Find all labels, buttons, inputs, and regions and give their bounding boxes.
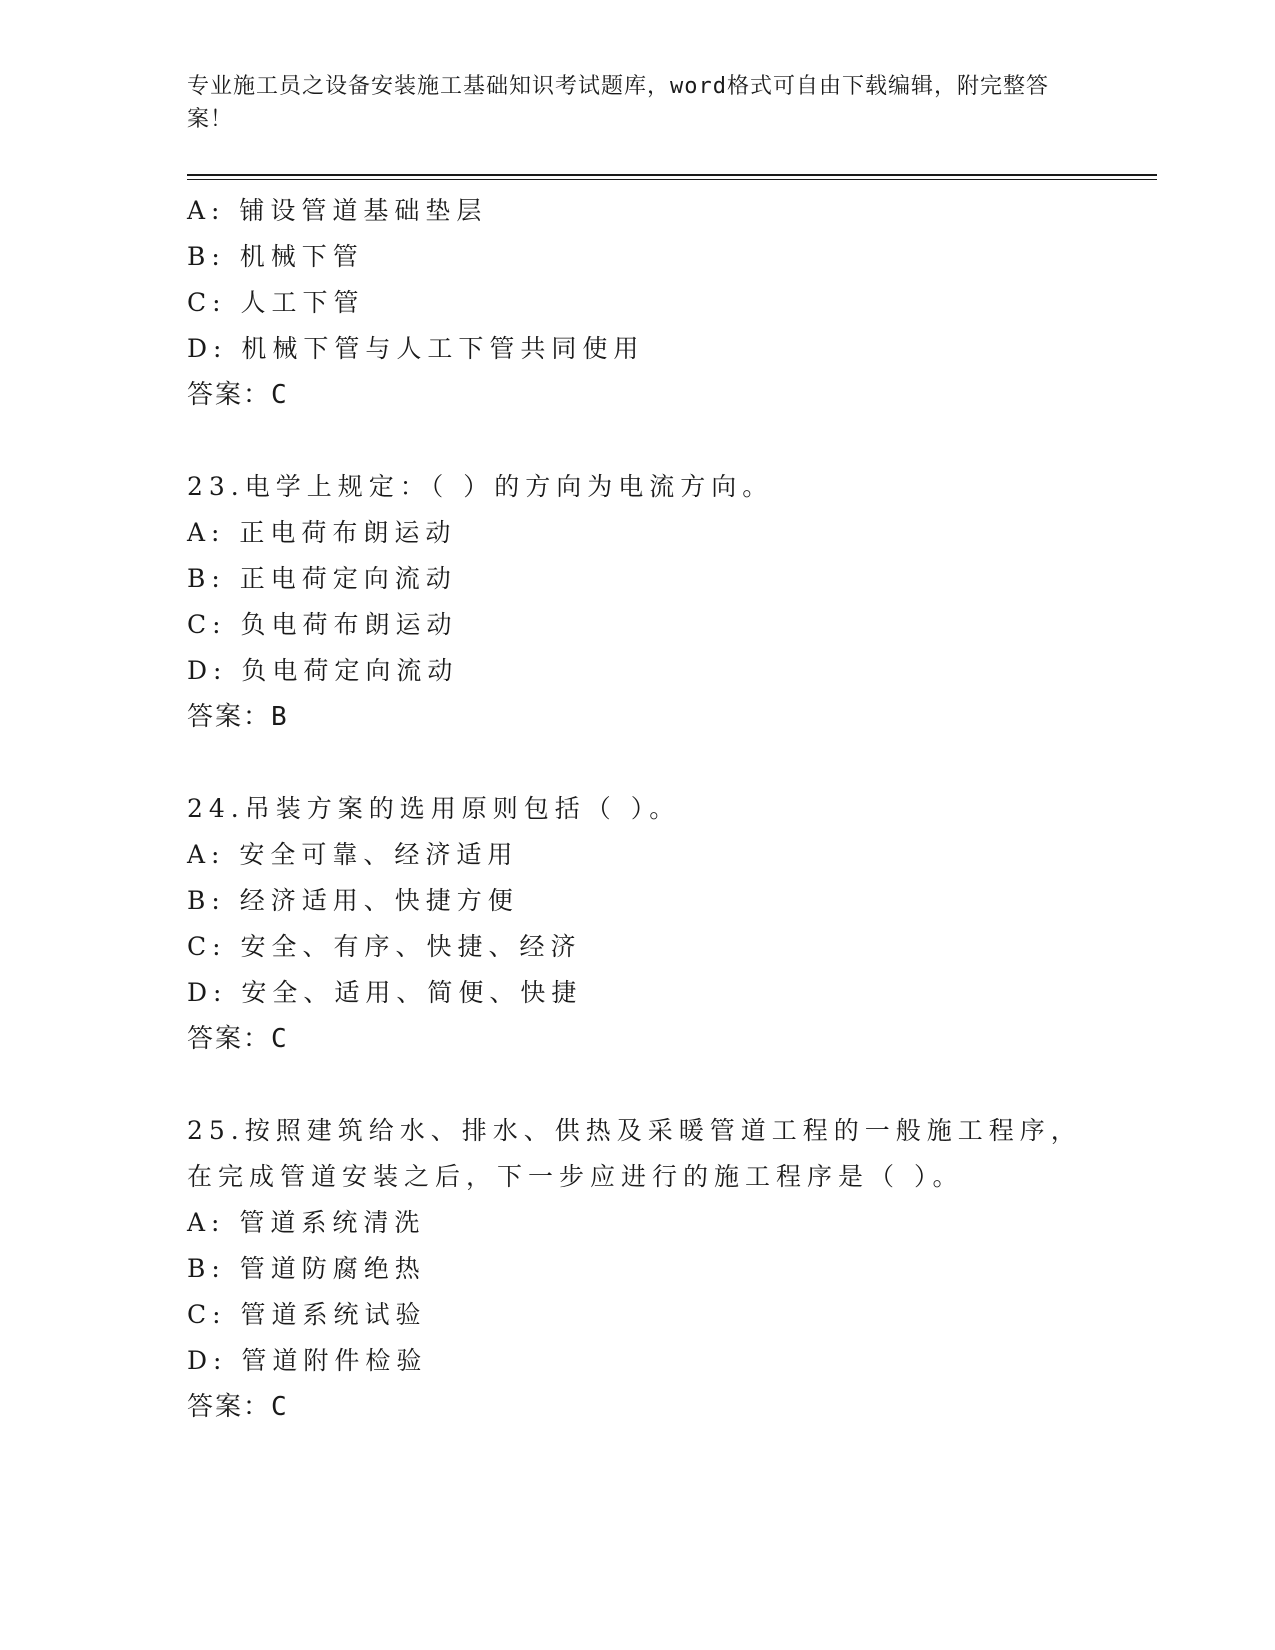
- q25-option-b: B: 管道防腐绝热: [187, 1254, 426, 1283]
- q23-option-c: C: 负电荷布朗运动: [187, 610, 458, 639]
- question-24-block: [187, 786, 1157, 1062]
- q22-answer: 答案：C: [187, 380, 289, 410]
- q25-answer: 答案：C: [187, 1392, 289, 1422]
- header-divider: [187, 174, 1157, 180]
- q24-option-a: A: 安全可靠、经济适用: [187, 840, 519, 869]
- q22-option-a: A: 铺设管道基础垫层: [187, 196, 488, 225]
- q25-option-a: A: 管道系统清洗: [187, 1208, 426, 1237]
- q25-option-d: D: 管道附件检验: [187, 1346, 428, 1375]
- q22-option-b: B: 机械下管: [187, 242, 364, 271]
- q23-stem: 23.电学上规定：（ ）的方向为电流方向。: [187, 472, 774, 501]
- q25-stem: 25.按照建筑给水、排水、供热及采暖管道工程的一般施工程序，在完成管道安装之后，下一步应进行的施工程序是（ ）。: [187, 1116, 1082, 1191]
- document-page: [187, 70, 1157, 1430]
- q23-option-b: B: 正电荷定向流动: [187, 564, 457, 593]
- question-25-block: [187, 1108, 1157, 1430]
- q24-option-d: D: 安全、适用、简便、快捷: [187, 978, 583, 1007]
- q24-stem: 24.吊装方案的选用原则包括（ ）。: [187, 794, 681, 823]
- q24-option-c: C: 安全、有序、快捷、经济: [187, 932, 582, 961]
- q22-option-d: D: 机械下管与人工下管共同使用: [187, 334, 645, 363]
- q22-option-c: C: 人工下管: [187, 288, 365, 317]
- q24-option-b: B: 经济适用、快捷方便: [187, 886, 519, 915]
- document-intro: 专业施工员之设备安装施工基础知识考试题库，word格式可自由下载编辑，附完整答案！: [187, 74, 1049, 132]
- q25-option-c: C: 管道系统试验: [187, 1300, 427, 1329]
- q23-option-d: D: 负电荷定向流动: [187, 656, 459, 685]
- q23-answer: 答案：B: [187, 702, 289, 732]
- q24-answer: 答案：C: [187, 1024, 289, 1054]
- question-22-block: [187, 188, 1157, 418]
- question-23-block: [187, 464, 1157, 740]
- q23-option-a: A: 正电荷布朗运动: [187, 518, 457, 547]
